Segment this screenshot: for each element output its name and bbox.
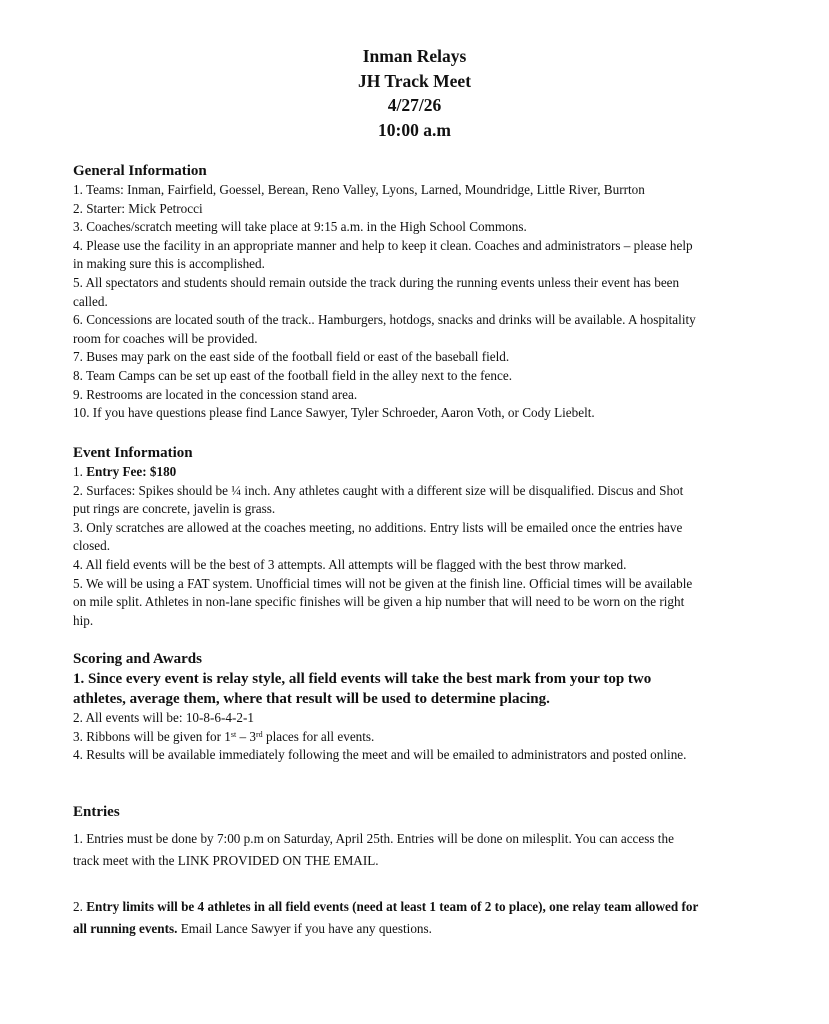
entry-limits: Entry limits will be 4 athletes in all field events (need at least 1 team of 2 to place), one relay team allowed for all running events. [73, 899, 699, 936]
scoring-item-3-part-a: 3. Ribbons will be given for 1 [73, 728, 231, 744]
general-item-9: 9. Restrooms are located in the concession stand area. [73, 386, 358, 402]
meet-subtitle: JH Track Meet [357, 70, 472, 91]
entries-item-2-rest: Email Lance Sawyer if you have any questions. [177, 921, 432, 936]
event-item-2: 2. Surfaces: Spikes should be ¼ inch. Any athletes caught with a different size will be disqualified. Discus and Shot put rings are concrete, javelin is grass. [73, 482, 684, 517]
scoring-item-1: 1. Since every event is relay style, all field events will take the best mark from your top two athletes, average them, where that result will be used to determine placing. [73, 671, 652, 707]
meet-name: Inman Relays [362, 46, 467, 66]
meet-date: 4/27/26 [387, 95, 442, 115]
entries-item-1: 1. Entries must be done by 7:00 p.m on Saturday, April 25th. Entries will be done on milesplit. You can access the track meet with the LINK PROVIDED ON THE EMAIL. [73, 831, 674, 868]
general-item-2: 2. Starter: Mick Petrocci [73, 200, 203, 216]
event-item-1-number: 1. [73, 464, 87, 479]
scoring-item-2: 2. All events will be: 10-8-6-4-2-1 [73, 710, 254, 725]
scoring-awards-section [73, 649, 703, 765]
event-item-5: 5. We will be using a FAT system. Unofficial times will not be given at the finish line. Official times will be available on mile split. Athletes in non-lane specific finishes will be given a hip number that will need to be worn on the right hip. [73, 575, 693, 628]
document-title [0, 44, 829, 142]
general-item-8: 8. Team Camps can be set up east of the football field in the alley next to the fence. [73, 367, 513, 383]
entry-fee: Entry Fee: $180 [86, 464, 177, 479]
scoring-item-3-sup-2: rd [256, 729, 263, 739]
scoring-heading: Scoring and Awards [73, 651, 202, 667]
event-item-1 [73, 463, 703, 482]
entries-item-2-number: 2. [73, 899, 87, 914]
scoring-item-3-part-c: places for all events. [262, 728, 375, 744]
event-heading: Event Information [73, 445, 193, 461]
event-item-4: 4. All field events will be the best of 3 attempts. All attempts will be flagged with the best throw marked. [73, 556, 627, 572]
scoring-item-3 [73, 728, 703, 747]
general-item-7: 7. Buses may park on the east side of the football field or east of the baseball field. [73, 349, 510, 365]
general-item-5: 5. All spectators and students should remain outside the track during the running events unless their event has been called. [73, 274, 680, 309]
general-item-1: 1. Teams: Inman, Fairfield, Goessel, Berean, Reno Valley, Lyons, Larned, Moundridge, Little River, Burrton [73, 182, 645, 197]
general-item-6: 6. Concessions are located south of the track.. Hamburgers, hotdogs, snacks and drinks will be available. A hospitality room for coaches will be provided. [73, 312, 696, 346]
event-information-section [73, 443, 703, 630]
general-item-3: 3. Coaches/scratch meeting will take place at 9:15 a.m. in the High School Commons. [73, 219, 527, 235]
scoring-item-3-part-b: – 3 [236, 728, 256, 744]
entries-item-2 [73, 896, 703, 940]
meet-time: 10:00 a.m [378, 119, 451, 140]
entries-heading: Entries [73, 804, 120, 820]
general-heading: General Information [73, 163, 207, 179]
event-item-3: 3. Only scratches are allowed at the coaches meeting, no additions. Entry lists will be emailed once the entries have closed. [73, 519, 683, 554]
scoring-item-3-sup-1: st [230, 729, 237, 739]
general-item-10: 10. If you have questions please find Lance Sawyer, Tyler Schroeder, Aaron Voth, or Cody Liebelt. [73, 405, 595, 421]
entries-section [73, 802, 703, 940]
scoring-item-4: 4. Results will be available immediately following the meet and will be emailed to administrators and posted online. [73, 747, 687, 763]
general-item-4: 4. Please use the facility in an appropriate manner and help to keep it clean. Coaches and administrators – please help in making sure this is accomplished. [73, 237, 693, 272]
general-information-section [73, 161, 703, 423]
